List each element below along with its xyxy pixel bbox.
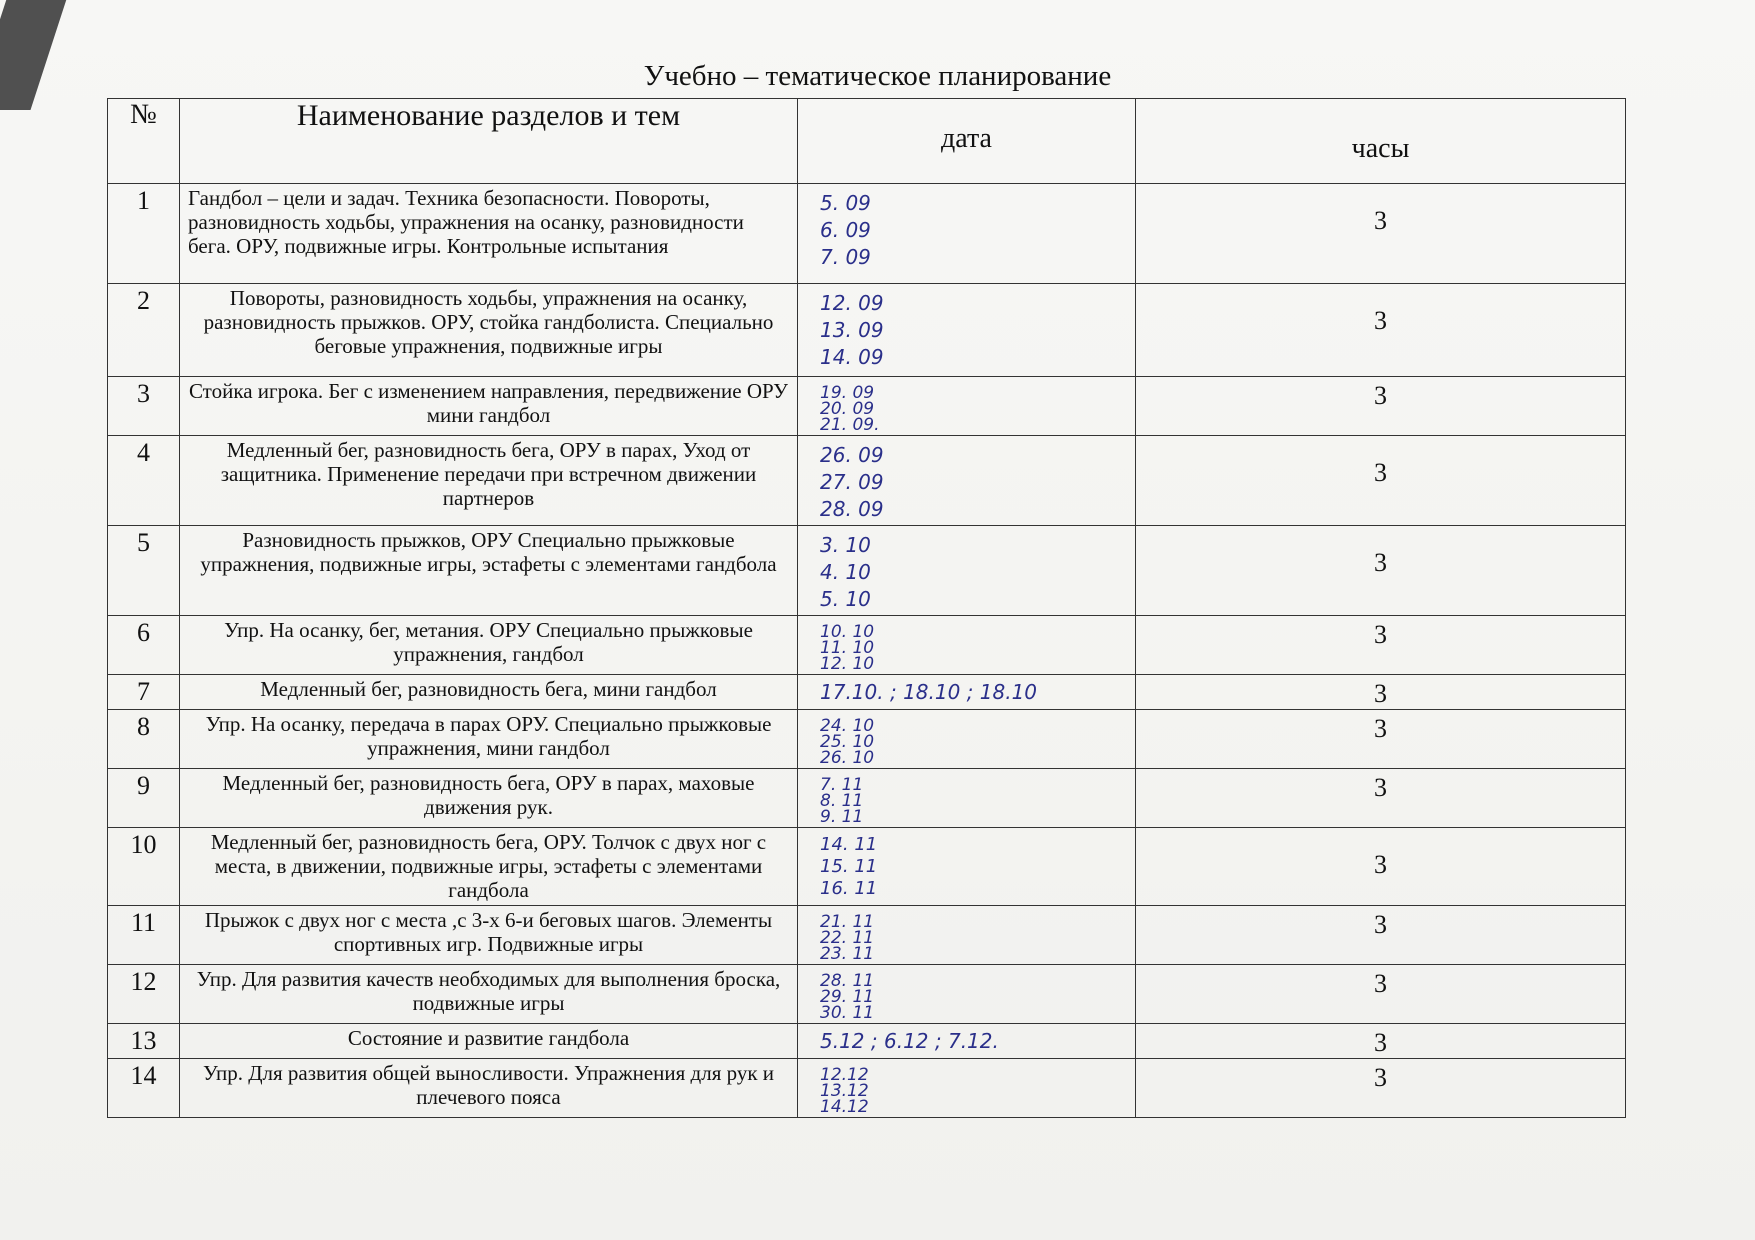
date-entry: 16. 11	[820, 878, 878, 899]
row-num: 3	[108, 377, 180, 436]
row-topic: Медленный бег, разновидность бега, ОРУ в парах, Уход от защитника. Применение передачи при встречном движении партнеров	[180, 436, 798, 526]
date-entry: 4. 10	[820, 560, 871, 584]
row-dates	[798, 377, 1136, 436]
table-row	[108, 284, 1626, 377]
row-hours: 3	[1136, 184, 1626, 284]
date-entry: 11. 10	[820, 638, 875, 658]
row-num: 12	[108, 965, 180, 1024]
row-num: 1	[108, 184, 180, 284]
date-entry: 28. 09	[820, 497, 884, 521]
row-num: 14	[108, 1059, 180, 1118]
row-dates	[798, 616, 1136, 675]
date-entry: 6. 09	[820, 218, 871, 242]
row-topic: Упр. На осанку, бег, метания. ОРУ Специально прыжковые упражнения, гандбол	[180, 616, 798, 675]
row-topic: Медленный бег, разновидность бега, ОРУ. Толчок с двух ног с места, в движении, подвижные игры, эстафеты с элементами гандбола	[180, 828, 798, 906]
row-dates	[798, 769, 1136, 828]
row-topic: Повороты, разновидность ходьбы, упражнения на осанку, разновидность прыжков. ОРУ, стойка гандболиста. Специально беговые упражнения, подвижные игры	[180, 284, 798, 377]
row-topic: Прыжок с двух ног с места ,с 3-х 6-и беговых шагов. Элементы спортивных игр. Подвижные игры	[180, 906, 798, 965]
row-topic: Упр. На осанку, передача в парах ОРУ. Специально прыжковые упражнения, мини гандбол	[180, 710, 798, 769]
table-row	[108, 906, 1626, 965]
table-row	[108, 1059, 1626, 1118]
row-hours: 3	[1136, 284, 1626, 377]
row-hours: 3	[1136, 1059, 1626, 1118]
date-entry: 12. 09	[820, 291, 884, 315]
plan-table	[107, 98, 1626, 1118]
date-entry: 12. 10	[820, 654, 875, 674]
row-topic: Состояние и развитие гандбола	[180, 1024, 798, 1059]
date-entry: 24. 10	[820, 716, 875, 736]
date-entry: 27. 09	[820, 470, 884, 494]
table-row	[108, 1024, 1626, 1059]
date-entry: 9. 11	[820, 807, 864, 827]
date-entry: 20. 09	[820, 399, 875, 419]
row-hours: 3	[1136, 616, 1626, 675]
date-entry: 8. 11	[820, 791, 864, 811]
table-row	[108, 184, 1626, 284]
date-entry: 14. 11	[820, 834, 878, 855]
date-entry: 29. 11	[820, 987, 875, 1007]
table-row	[108, 828, 1626, 906]
row-dates	[798, 1059, 1136, 1118]
date-entry: 14.12	[820, 1097, 869, 1117]
row-hours: 3	[1136, 526, 1626, 616]
row-topic: Гандбол – цели и задач. Техника безопасности. Повороты, разновидность ходьбы, упражнения на осанку, разновидности бега. ОРУ, подвижные игры. Контрольные испытания	[180, 184, 798, 284]
date-entry: 5.12 ; 6.12 ; 7.12.	[820, 1029, 999, 1053]
row-topic: Разновидность прыжков, ОРУ Специально прыжковые упражнения, подвижные игры, эстафеты с элементами гандбола	[180, 526, 798, 616]
row-topic: Стойка игрока. Бег с изменением направления, передвижение ОРУ мини гандбол	[180, 377, 798, 436]
row-dates	[798, 675, 1136, 710]
table-row	[108, 965, 1626, 1024]
row-topic: Упр. Для развития общей выносливости. Упражнения для рук и плечевого пояса	[180, 1059, 798, 1118]
date-entry: 19. 09	[820, 383, 875, 403]
row-hours: 3	[1136, 906, 1626, 965]
row-dates	[798, 1024, 1136, 1059]
header-row	[108, 99, 1626, 184]
date-entry: 25. 10	[820, 732, 875, 752]
date-entry: 7. 11	[820, 775, 864, 795]
date-entry: 5. 09	[820, 191, 871, 215]
row-topic: Упр. Для развития качеств необходимых для выполнения броска, подвижные игры	[180, 965, 798, 1024]
header-hours: часы	[1136, 99, 1626, 184]
date-entry: 13.12	[820, 1081, 869, 1101]
date-entry: 3. 10	[820, 533, 871, 557]
page-title: Учебно – тематическое планирование	[643, 60, 1112, 92]
row-hours: 3	[1136, 1024, 1626, 1059]
table-row	[108, 675, 1626, 710]
row-hours: 3	[1136, 436, 1626, 526]
scan-shadow	[0, 0, 69, 110]
table-row	[108, 436, 1626, 526]
row-num: 8	[108, 710, 180, 769]
header-num: №	[108, 99, 180, 184]
row-num: 13	[108, 1024, 180, 1059]
date-entry: 13. 09	[820, 318, 884, 342]
row-num: 2	[108, 284, 180, 377]
table-row	[108, 526, 1626, 616]
date-entry: 5. 10	[820, 587, 871, 611]
row-hours: 3	[1136, 769, 1626, 828]
date-entry: 21. 11	[820, 912, 875, 932]
row-dates	[798, 284, 1136, 377]
row-num: 4	[108, 436, 180, 526]
row-topic: Медленный бег, разновидность бега, мини гандбол	[180, 675, 798, 710]
row-num: 7	[108, 675, 180, 710]
table-row	[108, 616, 1626, 675]
date-entry: 21. 09.	[820, 415, 880, 435]
date-entry: 12.12	[820, 1065, 869, 1085]
row-dates	[798, 828, 1136, 906]
row-hours: 3	[1136, 965, 1626, 1024]
date-entry: 15. 11	[820, 856, 878, 877]
row-topic: Медленный бег, разновидность бега, ОРУ в парах, маховые движения рук.	[180, 769, 798, 828]
date-entry: 26. 10	[820, 748, 875, 768]
row-dates	[798, 965, 1136, 1024]
row-dates	[798, 436, 1136, 526]
date-entry: 28. 11	[820, 971, 875, 991]
date-entry: 17.10. ; 18.10 ; 18.10	[820, 680, 1038, 704]
date-entry: 7. 09	[820, 245, 871, 269]
row-num: 10	[108, 828, 180, 906]
row-num: 9	[108, 769, 180, 828]
row-hours: 3	[1136, 828, 1626, 906]
row-dates	[798, 710, 1136, 769]
header-date: дата	[798, 99, 1136, 184]
date-entry: 30. 11	[820, 1003, 875, 1023]
row-dates	[798, 526, 1136, 616]
date-entry: 22. 11	[820, 928, 875, 948]
row-hours: 3	[1136, 710, 1626, 769]
table-row	[108, 710, 1626, 769]
row-dates	[798, 906, 1136, 965]
row-hours: 3	[1136, 675, 1626, 710]
row-num: 5	[108, 526, 180, 616]
table-row	[108, 377, 1626, 436]
row-hours: 3	[1136, 377, 1626, 436]
row-num: 11	[108, 906, 180, 965]
table-row	[108, 769, 1626, 828]
date-entry: 26. 09	[820, 443, 884, 467]
header-name: Наименование разделов и тем	[180, 99, 798, 184]
date-entry: 14. 09	[820, 345, 884, 369]
row-dates	[798, 184, 1136, 284]
date-entry: 10. 10	[820, 622, 875, 642]
date-entry: 23. 11	[820, 944, 875, 964]
row-num: 6	[108, 616, 180, 675]
